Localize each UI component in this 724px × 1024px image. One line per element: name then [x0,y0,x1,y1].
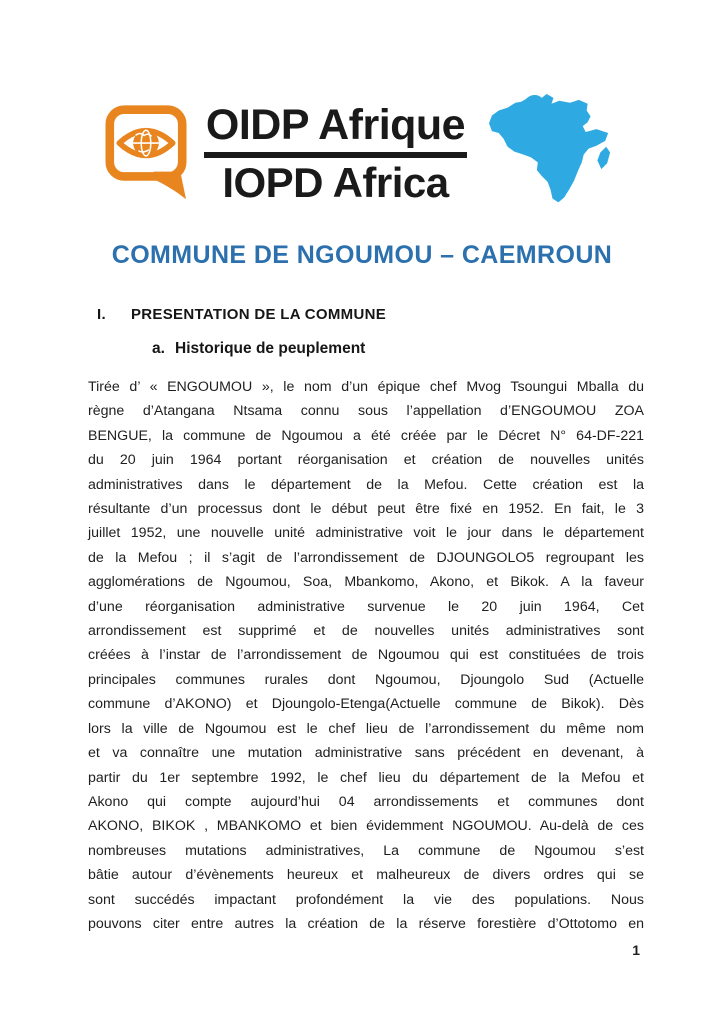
logo-title-french: OIDP Afrique [204,104,467,158]
paragraph-line: arrondissement est supprimé et de nouvelles unités administratives sont [88,623,644,640]
document-title: COMMUNE DE NGOUMOU – CAEMROUN [111,241,613,269]
africa-continent-icon [483,92,620,217]
paragraph-line: nombreuses mutations administratives, La commune de Ngoumou s’est [88,842,644,859]
logo-wordmark [204,101,467,206]
paragraph-line: partir du 1er septembre 1992, le chef lieu du département de la Mefou et [88,769,644,786]
paragraph-line: agglomérations de Ngoumou, Soa, Mbankomo, Akono, et Bikok. A la faveur [88,574,644,591]
paragraph-line: règne d’Atangana Ntsama connu sous l’appellation d’ENGOUMOU ZOA [88,403,644,420]
section-label: PRESENTATION DE LA COMMUNE [131,306,387,323]
section-number: I. [97,306,106,323]
paragraph-line: pouvons citer entre autres la création de la réserve forestière d’Ottotomo en [88,915,644,932]
paragraph-line: administratives dans le département de la Mefou. Cette création est la [88,476,644,493]
paragraph-line: et va connaître une mutation administrative sans précédent en devenant, à [88,745,644,762]
paragraph-line: créées à l’instar de l’arrondissement de Ngoumou qui est constituées de trois [88,647,644,664]
paragraph-line: commune d’AKONO) et Djoungolo-Etenga(Actuelle commune de Bikok). Dès [88,696,644,713]
paragraph-line: lors la ville de Ngoumou est le chef lieu de l’arrondissement du même nom [88,720,644,737]
paragraph-line: bâtie autour d’évènements heureux et malheureux de divers ordres qui se [88,867,644,884]
paragraph-line: sont succédés impactant profondément la vie des populations. Nous [88,891,644,908]
paragraph-line: d’une réorganisation administrative survenue le 20 juin 1964, Cet [88,598,644,615]
paragraph-line: principales communes rurales dont Ngoumou, Djoungolo Sud (Actuelle [88,671,644,688]
section-heading-presentation [97,306,724,323]
speech-bubble-eye-globe-icon [104,104,188,205]
paragraph-line: BENGUE, la commune de Ngoumou a été créée par le Décret N° 64-DF-221 [88,427,644,444]
subsection-label: Historique de peuplement [175,340,366,357]
subsection-heading-historique [152,340,724,358]
paragraph-line: de la Mefou ; il s’agit de l’arrondissement de DJOUNGOLO5 regroupant les [88,549,644,566]
logo-title-english: IOPD Africa [222,158,449,206]
paragraph-line: AKONO, BIKOK , MBANKOMO et bien évidemment NGOUMOU. Au-delà de ces [88,818,644,835]
paragraph-line: résultante d’un processus dont le début peut être fixé en 1952. En fait, le 3 [88,501,644,518]
logo [0,0,724,217]
body-paragraph [88,375,644,936]
subsection-number: a. [152,340,165,357]
page-number: 1 [632,942,640,958]
paragraph-line: Akono qui compte aujourd’hui 04 arrondissements et communes dont [88,793,644,810]
paragraph-line: Tirée d’ « ENGOUMOU », le nom d’un épique chef Mvog Tsoungui Mballa du [88,379,644,395]
paragraph-line: juillet 1952, une nouvelle unité administrative voit le jour dans le département [88,525,644,542]
paragraph-line: du 20 juin 1964 portant réorganisation et création de nouvelles unités [88,452,644,469]
